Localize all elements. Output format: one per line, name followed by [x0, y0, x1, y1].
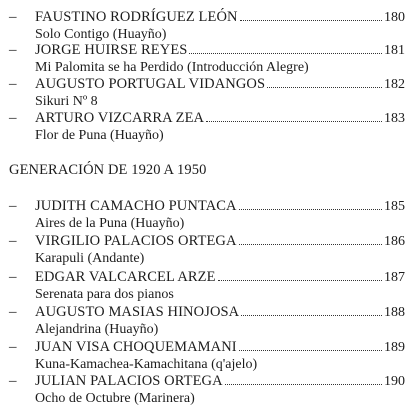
toc-entry	[0, 231, 416, 269]
dot-leader	[267, 86, 382, 88]
page-number: 182	[384, 77, 405, 92]
page-number: 189	[384, 340, 405, 355]
composer-name: AUGUSTO PORTUGAL VIDANGOS	[35, 76, 266, 92]
composer-line	[35, 196, 405, 216]
composer-line	[35, 40, 405, 60]
composer-line	[35, 7, 405, 27]
dot-leader	[239, 349, 382, 351]
work-title: Mi Palomita se ha Perdido (Introducción Alegre)	[35, 60, 309, 75]
page-number: 185	[384, 199, 405, 214]
entry-dash: –	[9, 9, 17, 25]
section-heading: GENERACIÓN DE 1920 A 1950	[9, 162, 207, 178]
page-number: 188	[384, 305, 405, 320]
work-title: Kuna-Kamachea-Kamachitana (q'ajelo)	[35, 357, 258, 372]
composer-line	[35, 337, 405, 357]
page-number: 190	[384, 374, 405, 389]
composer-name: JORGE HUIRSE REYES	[35, 42, 188, 58]
work-title: Ocho de Octubre (Marinera)	[35, 391, 195, 406]
page-number: 180	[384, 10, 405, 25]
composer-line	[35, 302, 405, 322]
composer-name: JUDITH CAMACHO PUNTACA	[35, 198, 237, 214]
composer-name: ARTURO VIZCARRA ZEA	[35, 110, 205, 126]
toc-entry	[0, 267, 416, 305]
composer-line	[35, 231, 405, 251]
work-title: Solo Contigo (Huayño)	[35, 27, 167, 42]
page-number: 183	[384, 111, 405, 126]
composer-line	[35, 371, 405, 391]
page-number: 186	[384, 234, 405, 249]
dot-leader	[206, 120, 382, 122]
toc-entry	[0, 337, 416, 375]
composer-line	[35, 267, 405, 287]
composer-line	[35, 74, 405, 94]
entry-dash: –	[9, 42, 17, 58]
composer-line	[35, 108, 405, 128]
entry-dash: –	[9, 339, 17, 355]
dot-leader	[240, 19, 382, 21]
entry-dash: –	[9, 373, 17, 389]
composer-name: AUGUSTO MASIAS HINOJOSA	[35, 304, 240, 320]
page-number: 181	[384, 43, 405, 58]
toc-entry	[0, 40, 416, 78]
composer-name: VIRGILIO PALACIOS ORTEGA	[35, 233, 237, 249]
dot-leader	[239, 208, 382, 210]
entry-dash: –	[9, 198, 17, 214]
toc-entry	[0, 302, 416, 340]
work-title: Sikuri Nº 8	[35, 94, 98, 109]
toc-entry	[0, 371, 416, 409]
entry-dash: –	[9, 76, 17, 92]
toc-entry	[0, 196, 416, 234]
work-title: Karapuli (Andante)	[35, 251, 145, 266]
composer-name: FAUSTINO RODRÍGUEZ LEÓN	[35, 9, 238, 25]
dot-leader	[189, 52, 382, 54]
work-title: Serenata para dos pianos	[35, 287, 174, 302]
work-title: Alejandrina (Huayño)	[35, 322, 159, 337]
page-number: 187	[384, 270, 405, 285]
dot-leader	[239, 243, 382, 245]
dot-leader	[241, 314, 382, 316]
entry-dash: –	[9, 110, 17, 126]
dot-leader	[225, 383, 382, 385]
work-title: Flor de Puna (Huayño)	[35, 128, 164, 143]
entry-dash: –	[9, 233, 17, 249]
toc-entry	[0, 108, 416, 146]
composer-name: JUAN VISA CHOQUEMAMANI	[35, 339, 237, 355]
entry-dash: –	[9, 304, 17, 320]
dot-leader	[218, 279, 382, 281]
composer-name: JULIAN PALACIOS ORTEGA	[35, 373, 223, 389]
toc-entry	[0, 74, 416, 112]
composer-name: EDGAR VALCARCEL ARZE	[35, 269, 216, 285]
entry-dash: –	[9, 269, 17, 285]
work-title: Aires de la Puna (Huayño)	[35, 216, 185, 231]
